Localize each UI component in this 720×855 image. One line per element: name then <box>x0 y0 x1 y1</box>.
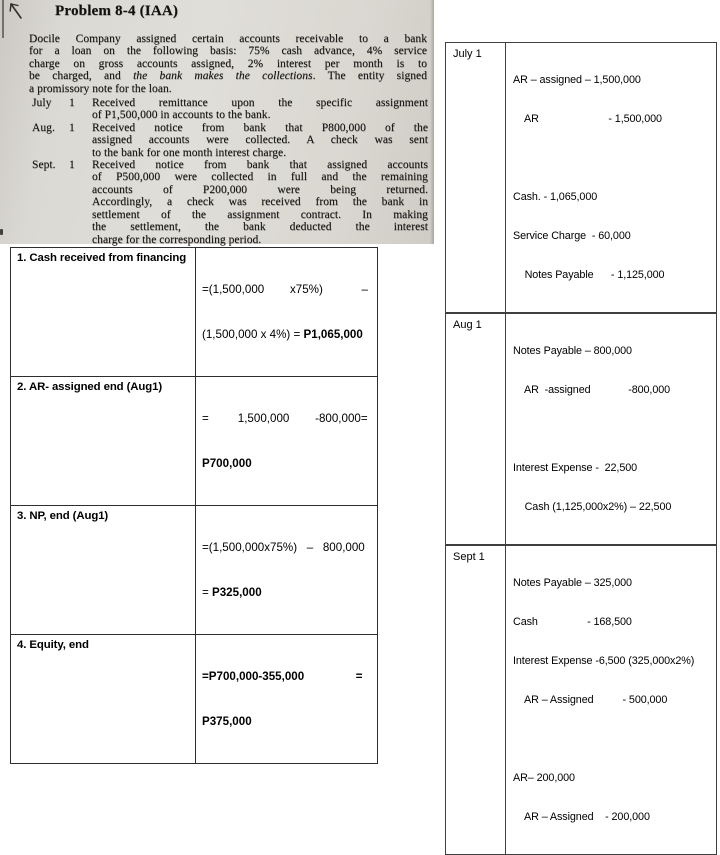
entry-text-line: Received notice from bank that assigned accounts <box>92 159 428 172</box>
entry-month: July <box>32 97 52 110</box>
intro-line: Docile Company assigned certain accounts receivable to a bank <box>29 33 427 45</box>
solution-row <box>11 376 377 505</box>
entry-day: 1 <box>69 97 75 110</box>
problem-title: Problem 8-4 (IAA) <box>55 3 179 19</box>
formula-text: =(1,500,000 x75%) – <box>202 283 368 296</box>
journal-line: Service Charge - 60,000 <box>513 230 631 242</box>
journal-line: Notes Payable – 800,000 <box>513 345 632 357</box>
entry-text <box>92 159 428 246</box>
intro-line-text: be charged, and <box>29 70 134 83</box>
journal-date: Aug 1 <box>446 314 506 544</box>
journal-line <box>513 152 713 165</box>
journal-line: Cash - 168,500 <box>513 616 632 628</box>
entry-text-line: settlement of the assignment contract. In making <box>92 208 428 221</box>
solution-formula <box>196 506 377 634</box>
pen-arrow-icon <box>7 1 33 21</box>
journal-date: Sept 1 <box>446 546 506 854</box>
intro-line <box>29 70 427 82</box>
entry-text <box>92 122 428 159</box>
solution-label: 3. NP, end (Aug1) <box>11 506 196 634</box>
formula-result: P375,000 <box>202 715 252 728</box>
formula-result: P325,000 <box>212 586 262 599</box>
journal-line: AR– 200,000 <box>513 772 575 784</box>
intro-line-text: . The entity signed <box>312 70 428 83</box>
journal-row-aug <box>446 312 716 544</box>
solution-formula <box>196 377 377 505</box>
entry-text-line: charge for the corresponding period. <box>92 233 262 246</box>
entry-row-july <box>32 97 426 122</box>
entry-row-sept <box>32 159 426 246</box>
solution-formula <box>196 635 377 763</box>
formula-result: P700,000 <box>202 457 252 470</box>
journal-line: AR – Assigned - 500,000 <box>513 694 668 706</box>
entry-month: Sept. <box>32 159 56 172</box>
scanned-problem-page <box>0 0 434 244</box>
intro-line-italic: the bank makes the collections <box>133 70 313 83</box>
intro-line: for a loan on the following basis: 75% cash advance, 4% service <box>29 45 427 58</box>
problem-intro <box>29 33 427 95</box>
journal-line: AR - 1,500,000 <box>513 113 662 125</box>
ink-smudge <box>0 229 3 235</box>
intro-line: a promissory note for the loan. <box>29 82 172 95</box>
solution-row <box>11 634 377 763</box>
solution-row <box>11 505 377 634</box>
entry-text-line: Received notice from bank that P800,000 of the <box>92 121 428 134</box>
journal-line: AR -assigned -800,000 <box>513 384 671 396</box>
journal-line: Cash. - 1,065,000 <box>513 191 598 203</box>
journal-entry-cell <box>506 314 716 544</box>
entry-month: Aug. <box>32 121 55 134</box>
entry-text-line: of P500,000 were collected in full and the remaining <box>92 171 428 184</box>
entry-day: 1 <box>69 121 75 134</box>
journal-table <box>445 42 717 855</box>
entry-day: 1 <box>69 159 75 172</box>
journal-line: AR – assigned – 1,500,000 <box>513 74 641 86</box>
problem-entries <box>32 97 426 246</box>
formula-result: P1,065,000 <box>303 328 363 341</box>
solution-label: 1. Cash received from financing <box>11 248 196 376</box>
entry-text-line: of P1,500,000 in accounts to the bank. <box>92 109 271 122</box>
journal-line: Notes Payable - 1,125,000 <box>513 269 665 281</box>
entry-text-line: accounts of P200,000 were being returned. <box>92 183 428 196</box>
entry-row-aug <box>32 122 426 159</box>
entry-text-line: to the bank for one month interest charge. <box>92 146 287 159</box>
journal-row-sept <box>446 544 716 854</box>
entry-text-line: Received remittance upon the specific assignment <box>92 97 428 110</box>
formula-text: (1,500,000 x 4%) = <box>202 328 304 341</box>
journal-line: Cash (1,125,000x2%) – 22,500 <box>513 501 672 513</box>
intro-line: charge on gross accounts assigned, 2% interest per month is to <box>29 57 427 70</box>
journal-date: July 1 <box>446 43 506 312</box>
solution-formula <box>196 248 377 376</box>
journal-line: AR – Assigned - 200,000 <box>513 811 650 823</box>
journal-line <box>513 733 713 746</box>
journal-row-july <box>446 43 716 312</box>
entry-text-line: Accordingly, a check was received from the bank in <box>92 196 428 209</box>
journal-entry-cell <box>506 546 716 854</box>
solution-row <box>11 248 377 376</box>
solution-table <box>10 247 378 764</box>
entry-text <box>92 97 428 122</box>
journal-entry-cell <box>506 43 716 312</box>
entry-text-line: the settlement, the bank deducted the interest <box>92 221 428 234</box>
scan-edge-smudge <box>2 0 4 38</box>
journal-line: Notes Payable – 325,000 <box>513 577 632 589</box>
formula-text: =(1,500,000x75%) – 800,000 <box>202 541 365 554</box>
formula-text: = 1,500,000 -800,000= <box>202 412 368 425</box>
solution-label: 4. Equity, end <box>11 635 196 763</box>
journal-line: Interest Expense -6,500 (325,000x2%) <box>513 655 695 667</box>
journal-line: Interest Expense - 22,500 <box>513 462 638 474</box>
formula-result: =P700,000-355,000 = <box>202 670 363 683</box>
entry-text-line: assigned accounts were collected. A check was sent <box>92 134 428 147</box>
formula-text: = <box>202 586 212 599</box>
solution-label: 2. AR- assigned end (Aug1) <box>11 377 196 505</box>
journal-line <box>513 423 713 436</box>
